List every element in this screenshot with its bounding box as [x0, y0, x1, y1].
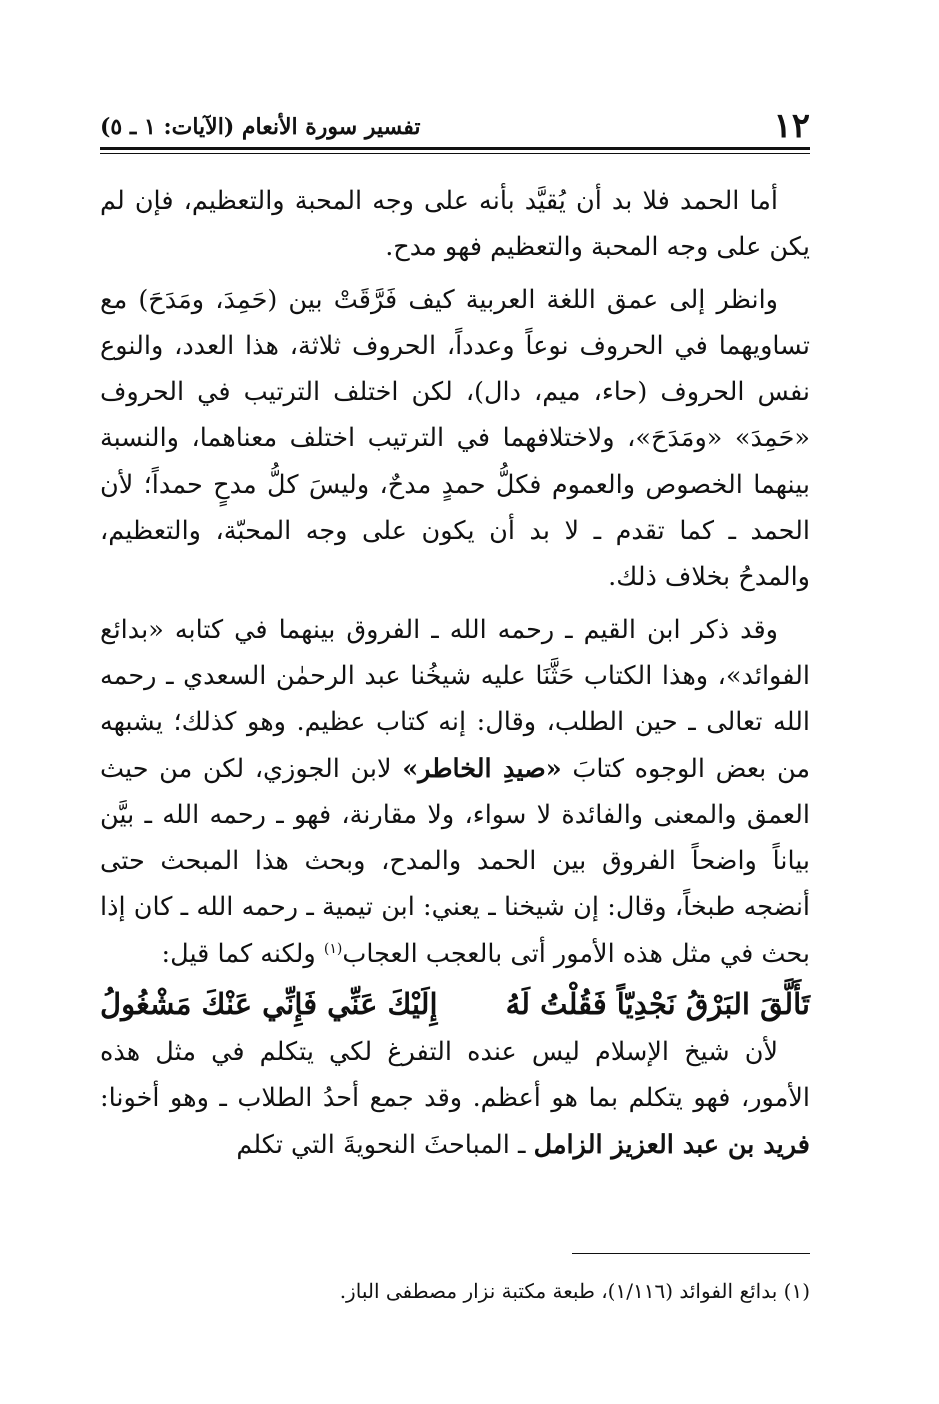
paragraph-3 [100, 607, 810, 977]
person-name-farid: فريد بن عبد العزيز الزامل [533, 1129, 810, 1160]
header-rule-thick [100, 147, 810, 150]
footnote-marker: (١) [323, 940, 343, 957]
header-rule-thin [100, 153, 810, 154]
footnote-separator [572, 1253, 810, 1254]
book-page [100, 0, 810, 1404]
footnote: (١) بدائع الفوائد (١/١١٦)، طبعة مكتبة نزار مصطفى الباز. [339, 1279, 810, 1303]
page-number: ١٢ [773, 106, 810, 146]
book-title-sayd-al-khatir: «صيدِ الخاطر» [402, 753, 562, 784]
verse-second-hemistich: إِلَيْكَ عَنِّي فَإِنِّي عَنْكَ مَشْغُولُ [100, 987, 438, 1022]
paragraph-3-text-b: لابن الجوزي، لكن من حيث العمق والمعنى والفائدة لا سواء، ولا مقارنة، فهو ـ رحمه الله ـ بيَّن بياناً واضحاً الفروق بين الحمد والمدح، وبحث هذا المبحث حتى أنضجه طبخاً، وقال: إن شيخنا ـ يعني: ابن تيمية ـ رحمه الله ـ كان إذا بحث في مثل هذه الأمور أتى بالعجب العجاب [100, 753, 810, 969]
main-text [100, 178, 810, 1168]
poetry-verse [100, 979, 810, 1029]
paragraph-4-text-b: ـ المباحثَ النحويةَ التي تكلم [236, 1129, 526, 1160]
paragraph-1: أما الحمد فلا بد أن يُقيَّد بأنه على وجه المحبة والتعظيم، فإن لم يكن على وجه المحبة والتعظيم فهو مدح. [100, 186, 810, 263]
verse-first-hemistich: تَأَلَّقَ البَرْقُ نَجْدِيّاً فَقُلْتُ لَهُ [505, 987, 810, 1022]
paragraph-4 [100, 1029, 810, 1168]
paragraph-3-text-a: وقد ذكر ابن القيم ـ رحمه الله ـ الفروق بينهما في كتابه «بدائع الفوائد»، وهذا الكتاب حَثَّنَا عليه شيخُنا عبد الرحمٰن السعدي ـ رحمه الله تعالى ـ حين الطلب، وقال: إنه كتاب عظيم. وهو كذلك؛ يشبهه من بعض الوجوه كتابَ [100, 614, 811, 784]
paragraph-2: وانظر إلى عمق اللغة العربية كيف فَرَّقَتْ بين (حَمِدَ، ومَدَحَ) مع تساويهما في الحروف نوعاً وعدداً، الحروف ثلاثة، هذا العدد، والنوع نفس الحروف (حاء، ميم، دال)، لكن اختلف الترتيب في الحروف «حَمِدَ» «ومَدَحَ»، ولاختلافهما في الترتيب اختلف معناهما، والنسبة بينهما الخصوص والعموم فكلُّ حمدٍ مدحٌ، وليسَ كلُّ مدحٍ حمداً؛ لأن الحمد ـ كما تقدم ـ لا بد أن يكون على وجه المحبّة، والتعظيم، والمدحُ بخلاف ذلك. [100, 284, 810, 593]
paragraph-3-text-c: ولكنه كما قيل: [161, 938, 324, 969]
page-header [100, 100, 810, 144]
paragraph-4-text-a: لأن شيخ الإسلام ليس عنده التفرغ لكي يتكلم في مثل هذه الأمور، فهو يتكلم بما هو أعظم. وقد جمع أحدُ الطلاب ـ وهو أخونا: [100, 1037, 810, 1114]
running-title: تفسير سورة الأنعام (الآيات: ١ ـ ٥) [100, 114, 421, 140]
